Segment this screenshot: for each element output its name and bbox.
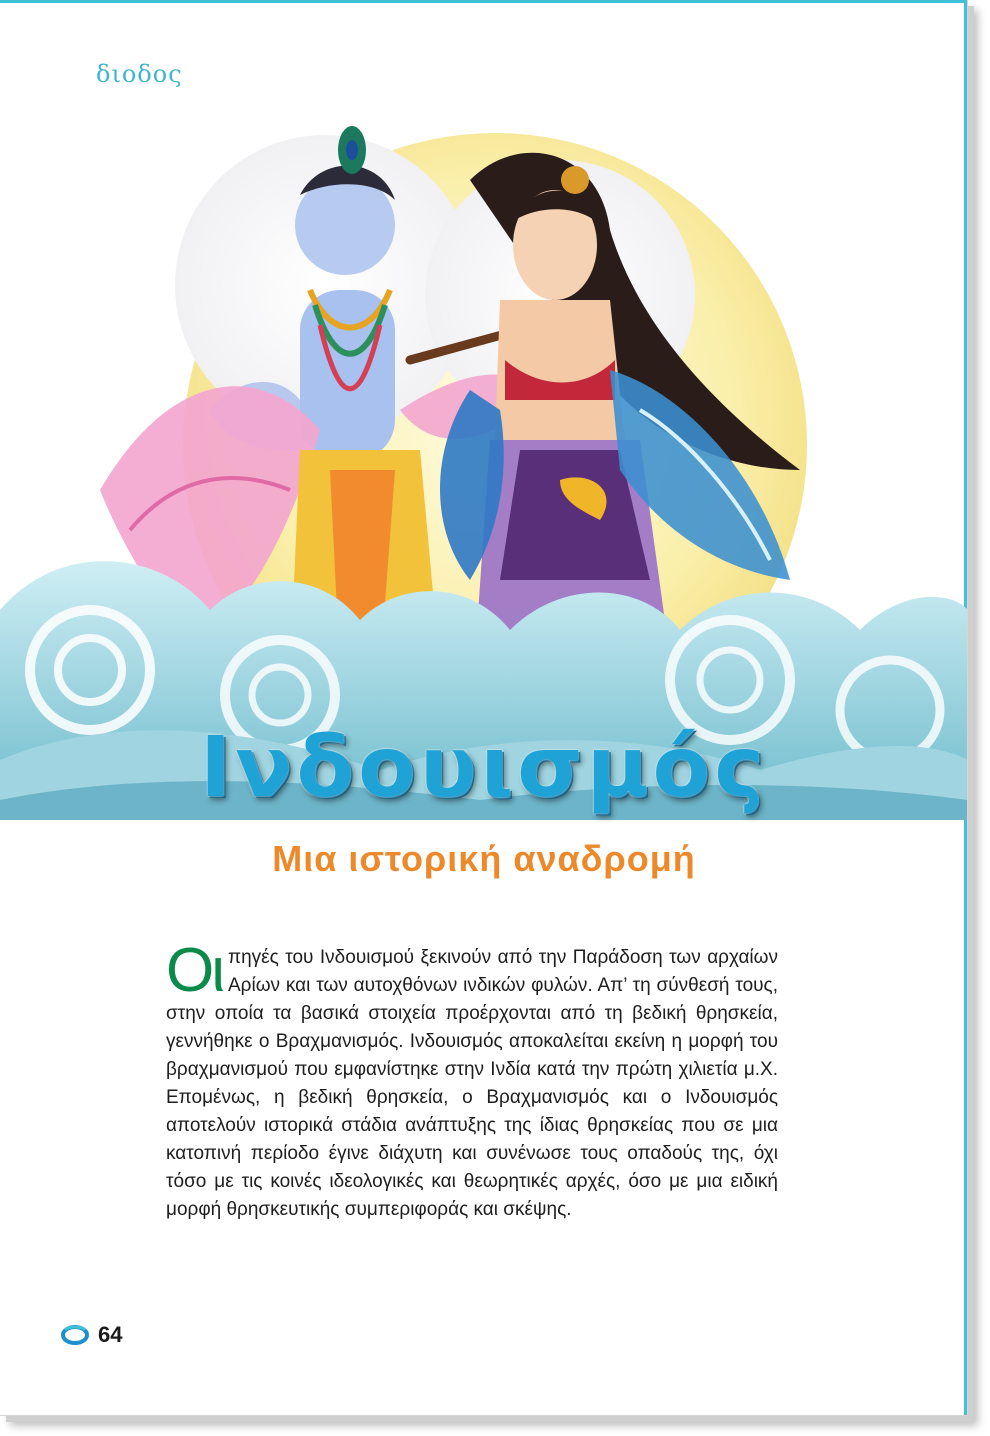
page-number: 64 [98,1322,123,1347]
article-body-text: πηγές του Ινδουισμού ξεκινούν από την Παράδοση των αρχαίων Αρίων και των αυτοχθόνων ινδικών φυλών. Απ’ τη σύνθεσή τους, στην οποία τα βασικά στοιχεία προέρχονται από τη βεδική θρησκεία, γεννήθηκε ο Βραχμανισμός. Ινδουισμός αποκαλείται εκείνη η μορφή του βραχμανισμού που εμφανίστηκε στην Ινδία κατά την πρώτη χιλιετία μ.Χ. Επομένως, η βεδική θρησκεία, ο Βραχμανισμός και ο Ινδουισμός αποτελούν ιστορικά στάδια ανάπτυξης της ίδιας θρησκείας που σε μια κατοπινή περίοδο έγινε διάχυτη και συνένωσε τους οπαδούς της, όχι τόσο με τις κοινές ιδεολογικές και θεωρητικές αρχές, όσο με μια ειδική μορφή θρησκευτικής συμπεριφοράς και σκέψης. [166,947,778,1220]
page-footer [60,1322,122,1348]
ring-logo-icon [60,1324,90,1346]
article-subtitle: Μια ιστορική αναδρομή [272,838,696,879]
magazine-name: διοδος [96,60,183,88]
article-body [166,936,778,1224]
article-title: Ινδουισμός [199,718,769,816]
drop-cap: Οι [166,936,222,1005]
krishna-radha-illustration [0,110,968,820]
page-edge-top [0,0,968,3]
